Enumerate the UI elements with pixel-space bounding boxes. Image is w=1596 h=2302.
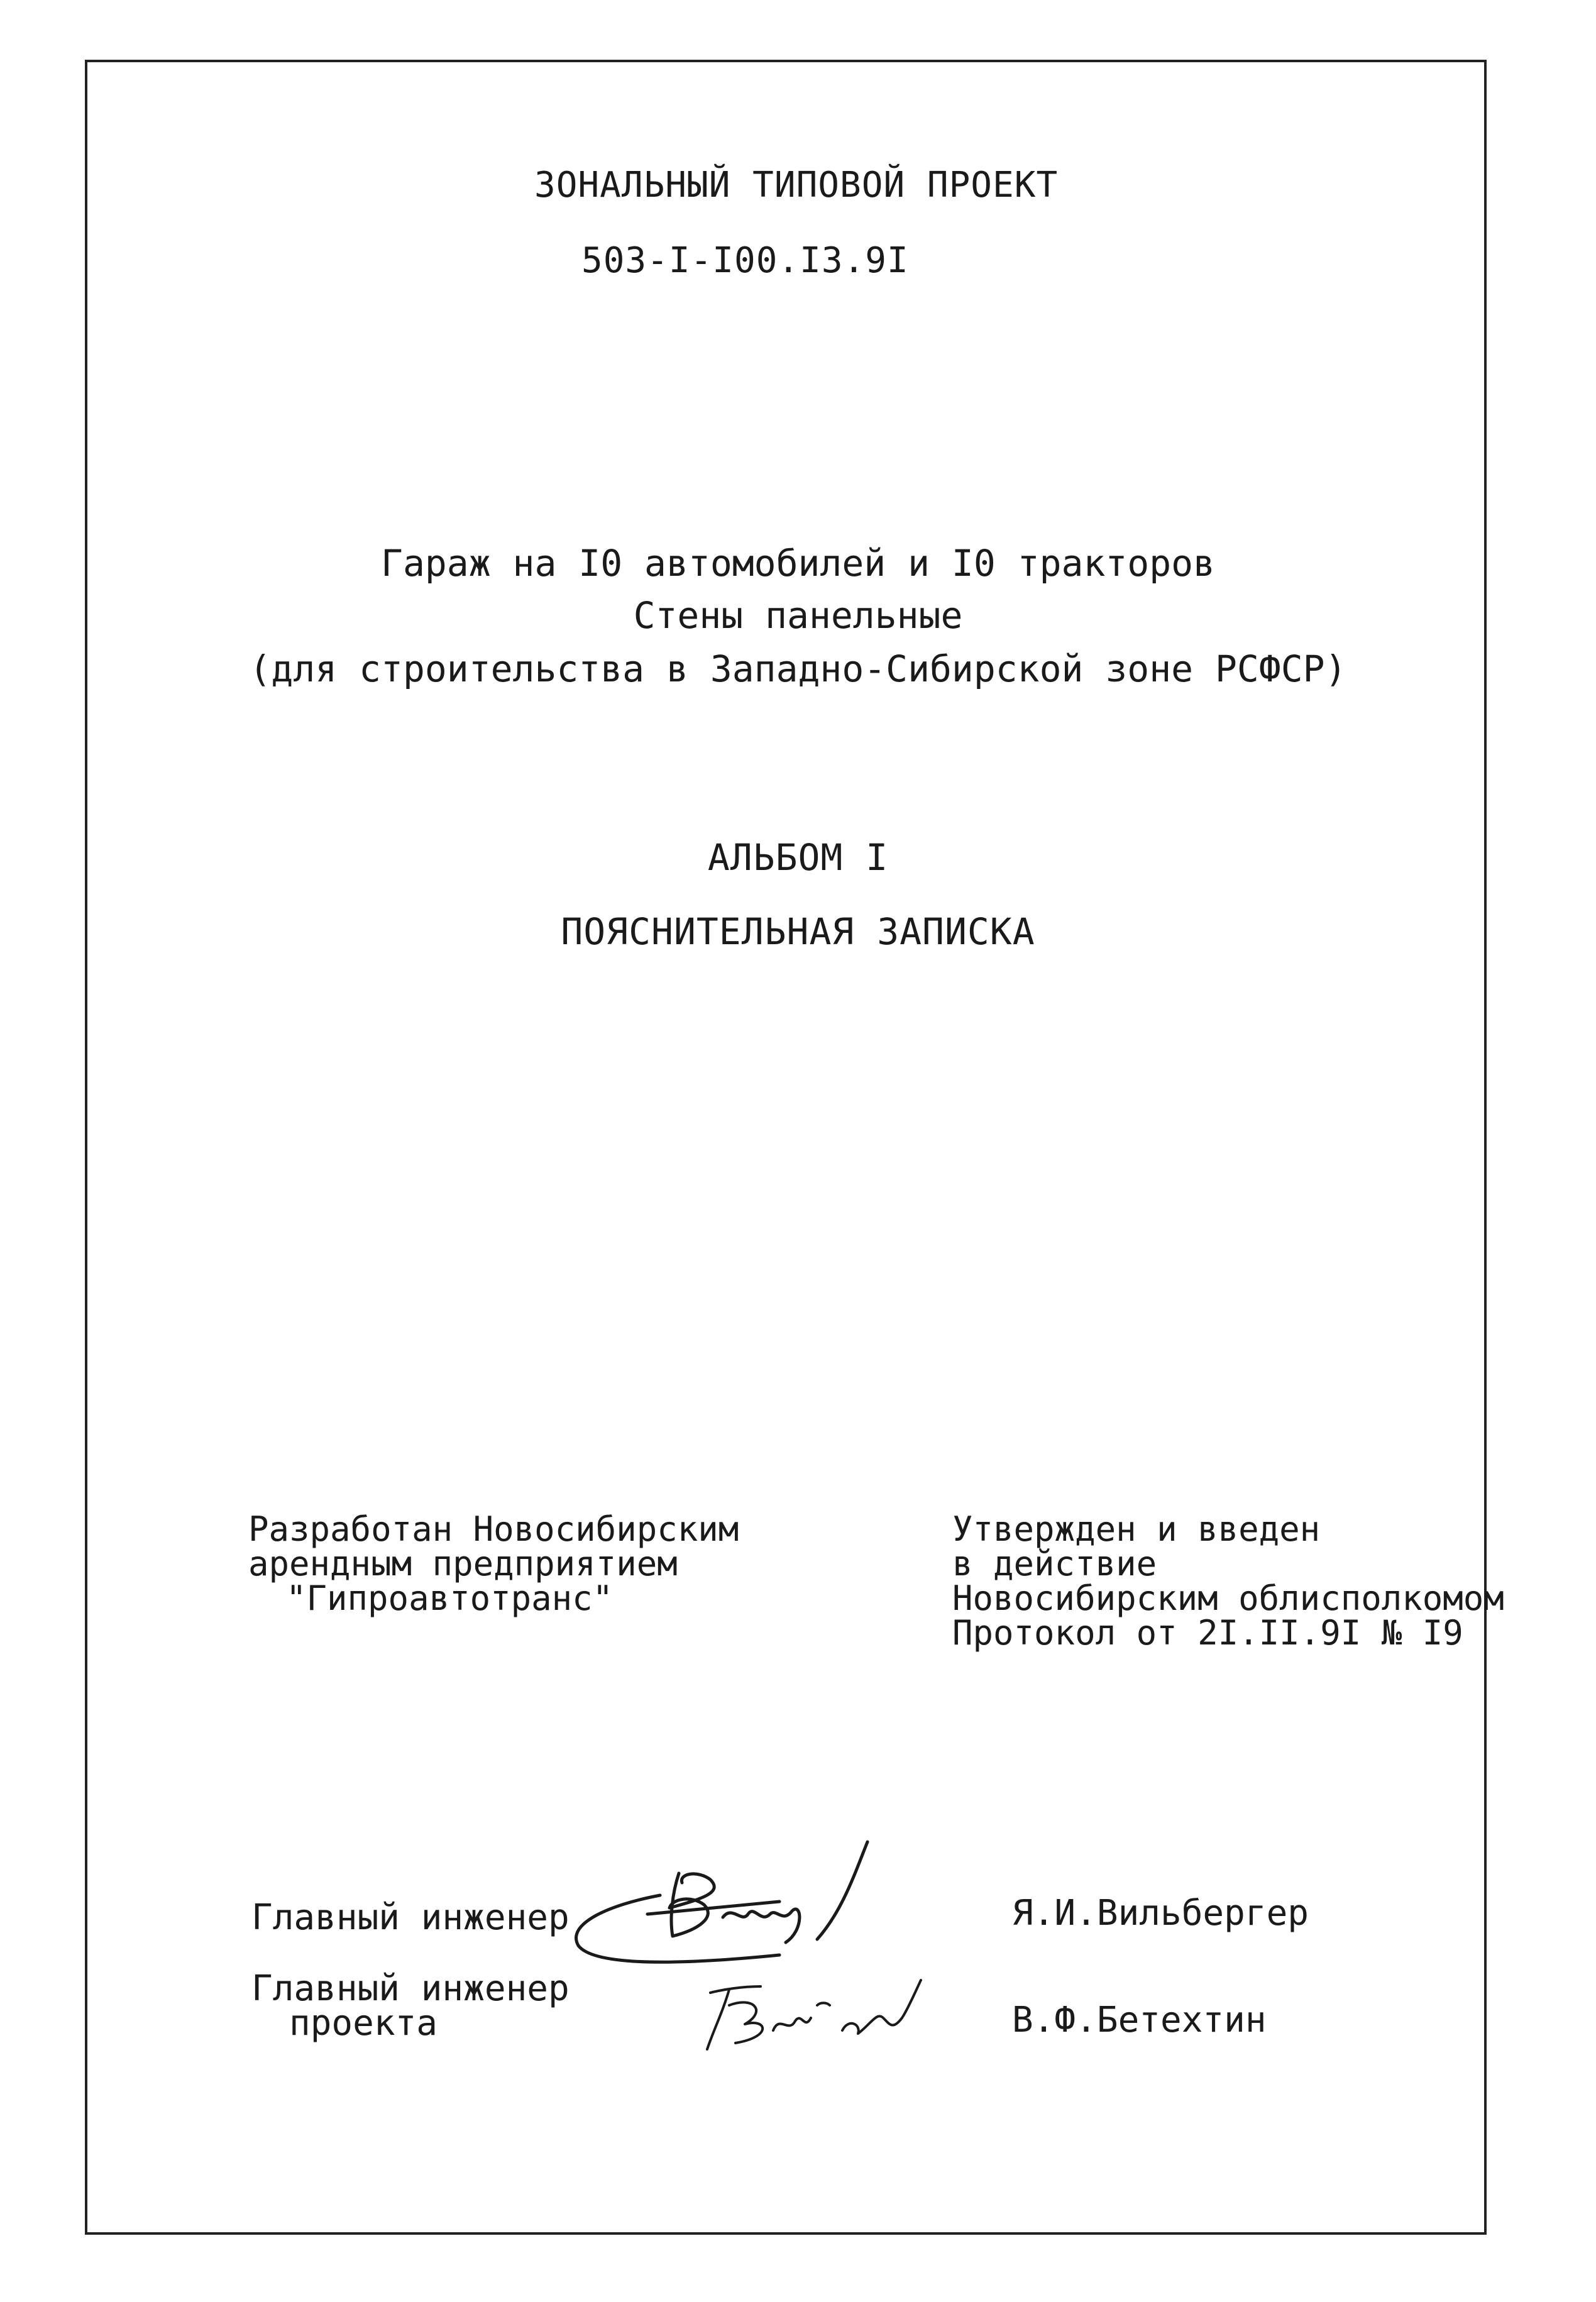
- signature-2-image: [685, 1955, 949, 2056]
- approval-line-3: Новосибирским облисполкомом: [952, 1578, 1504, 1618]
- approval-line-1: Утвержден и введен: [952, 1509, 1321, 1549]
- developer-line-2: арендным предприятием: [248, 1544, 678, 1583]
- chief-project-engineer-name: В.Ф.Бетехтин: [1012, 2000, 1267, 2040]
- approval-line-4: Протокол от 2I.II.9I № I9: [952, 1613, 1463, 1653]
- project-type: ЗОНАЛЬНЫЙ ТИПОВОЙ ПРОЕКТ: [534, 165, 1059, 206]
- title-line-2: Стены панельные: [633, 594, 963, 637]
- chief-project-engineer-label-1: Главный инженер: [251, 1968, 570, 2009]
- developer-line-3: "Гипроавтотранс": [286, 1578, 614, 1618]
- title-line-3: (для строительства в Западно-Сибирской зоне РСФСР): [249, 647, 1347, 690]
- chief-project-engineer-label-2: проекта: [289, 2003, 438, 2044]
- chief-engineer-label: Главный инженер: [251, 1897, 570, 1938]
- project-code: 503-I-I00.I3.9I: [581, 240, 909, 281]
- album-name: ПОЯСНИТЕЛЬНАЯ ЗАПИСКА: [561, 910, 1035, 953]
- title-line-1: Гараж на I0 автомобилей и I0 тракторов: [381, 542, 1215, 585]
- chief-engineer-name: Я.И.Вильбергер: [1012, 1893, 1309, 1934]
- album-number: АЛЬБОМ I: [707, 836, 889, 879]
- developer-line-1: Разработан Новосибирским: [248, 1509, 739, 1549]
- approval-line-2: в действие: [952, 1544, 1157, 1583]
